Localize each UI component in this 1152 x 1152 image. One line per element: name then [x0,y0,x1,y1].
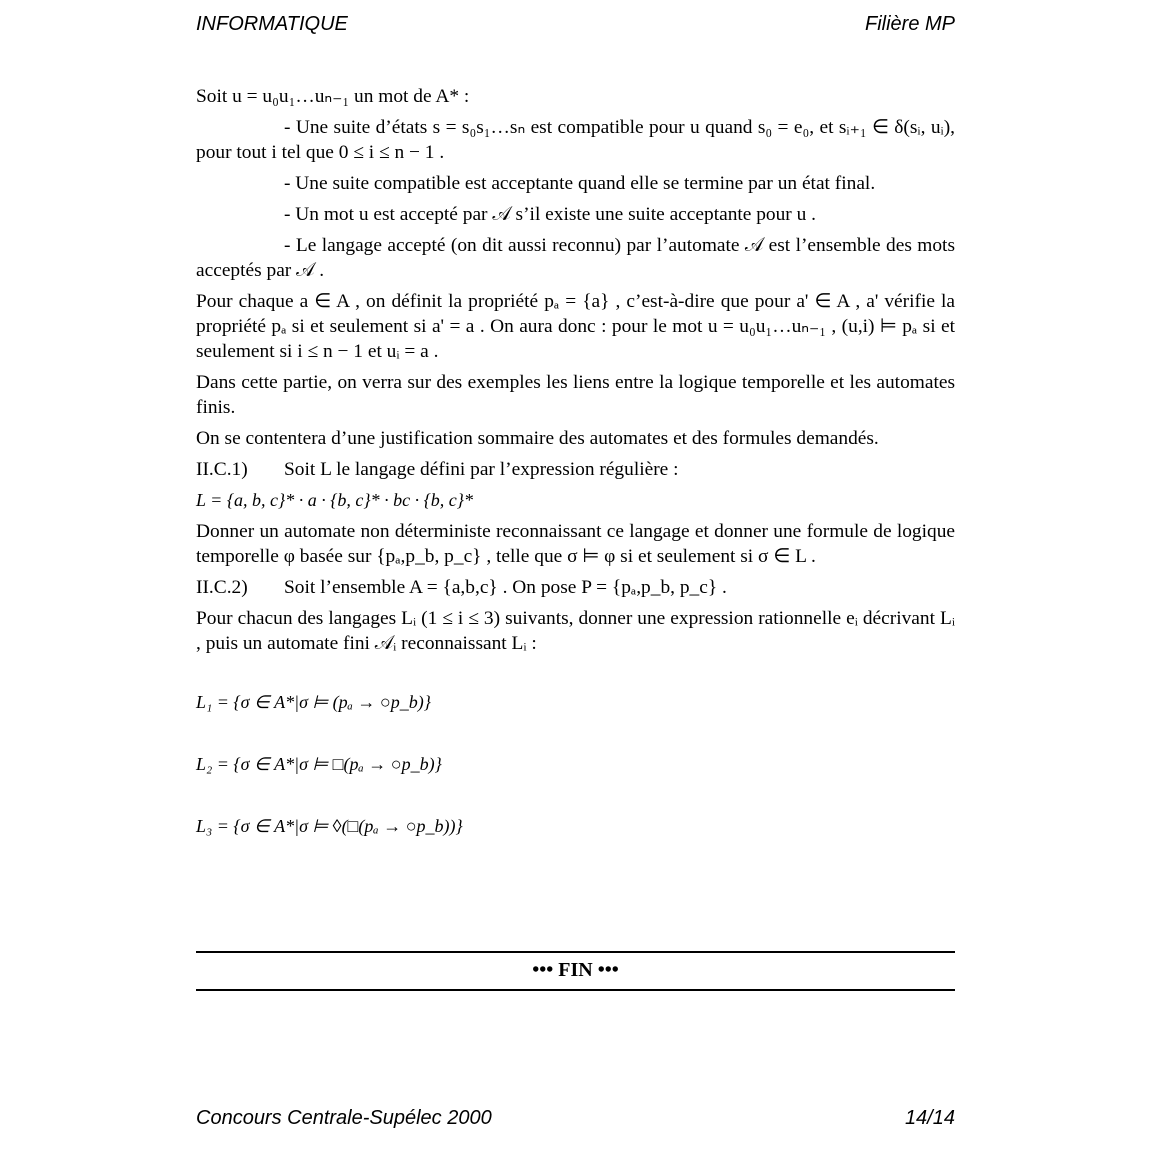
paragraph-section-intro: Dans cette partie, on verra sur des exemples les liens entre la logique temporelle et les automates finis. [196,372,955,418]
footer-contest: Concours Centrale-Supélec 2000 [196,1107,492,1129]
fin-top-rule [196,951,955,953]
paragraph-accepted-word: - Un mot u est accepté par 𝒜 s’il existe une suite acceptante pour u . [284,204,817,225]
paragraph-accepting-sequence: - Une suite compatible est acceptante quand elle se termine par un état final. [284,173,876,194]
language-L1: L₁ = {σ ∈ A*|σ ⊨ (pₐ → ○p_b)} [196,692,431,712]
question-II-C-2 [196,575,955,600]
language-L3: L₃ = {σ ∈ A*|σ ⊨ ◊(□(pₐ → ○p_b))} [196,816,463,836]
question-II-C-1 [196,457,955,482]
question-II-C-2-task: Pour chacun des langages Lᵢ (1 ≤ i ≤ 3) suivants, donner une expression rationnelle eᵢ décrivant Lᵢ , puis un automate fini 𝒜ᵢ reconnaissant Lᵢ : [196,608,955,654]
footer-page-number: 14/14 [904,1107,955,1129]
question-text: Soit l’ensemble A = {a,b,c} . On pose P = {pₐ,p_b, p_c} . [284,577,727,598]
question-II-C-1-task: Donner un automate non déterministe reconnaissant ce langage et donner une formule de logique temporelle φ basée sur {pₐ,p_b, p_c} , telle que σ ⊨ φ si et seulement si σ ∈ L . [196,521,955,567]
paragraph-word-definition: Soit u = u₀u₁…uₙ₋₁ un mot de A* : [196,86,470,107]
end-marker: ••• FIN ••• [532,959,619,981]
header-subject: INFORMATIQUE [196,13,348,35]
regular-expression-formula: L = {a, b, c}* · a · {b, c}* · bc · {b, c}* [196,490,473,510]
paragraph-compatible-sequence: - Une suite d’états s = s₀s₁…sₙ est compatible pour u quand s₀ = e₀, et sᵢ₊₁ ∈ δ(sᵢ, uᵢ), pour tout i tel que 0 ≤ i ≤ n − 1 . [196,117,955,163]
language-L2: L₂ = {σ ∈ A*|σ ⊨ □(pₐ → ○p_b)} [196,754,442,774]
paragraph-justification-note: On se contentera d’une justification sommaire des automates et des formules demandés. [196,428,879,449]
fin-bottom-rule [196,989,955,991]
language-definitions [196,662,955,836]
question-label: II.C.2) [196,577,248,598]
paragraph-accepted-language: - Le langage accepté (on dit aussi reconnu) par l’automate 𝒜 est l’ensemble des mots acceptés par 𝒜 . [196,235,955,281]
paragraph-property-definition: Pour chaque a ∈ A , on définit la propriété pₐ = {a} , c’est-à-dire que pour a' ∈ A , a' vérifie la propriété pₐ si et seulement si a' = a . On aura donc : pour le mot u = u₀u₁…uₙ₋₁ , (u,i) ⊨ pₐ si et seulement si i ≤ n − 1 et uᵢ = a . [196,291,955,362]
question-label: II.C.1) [196,459,248,480]
document-body [196,84,955,836]
header-track: Filière MP [864,13,955,35]
question-text: Soit L le langage défini par l’expression régulière : [284,459,679,480]
